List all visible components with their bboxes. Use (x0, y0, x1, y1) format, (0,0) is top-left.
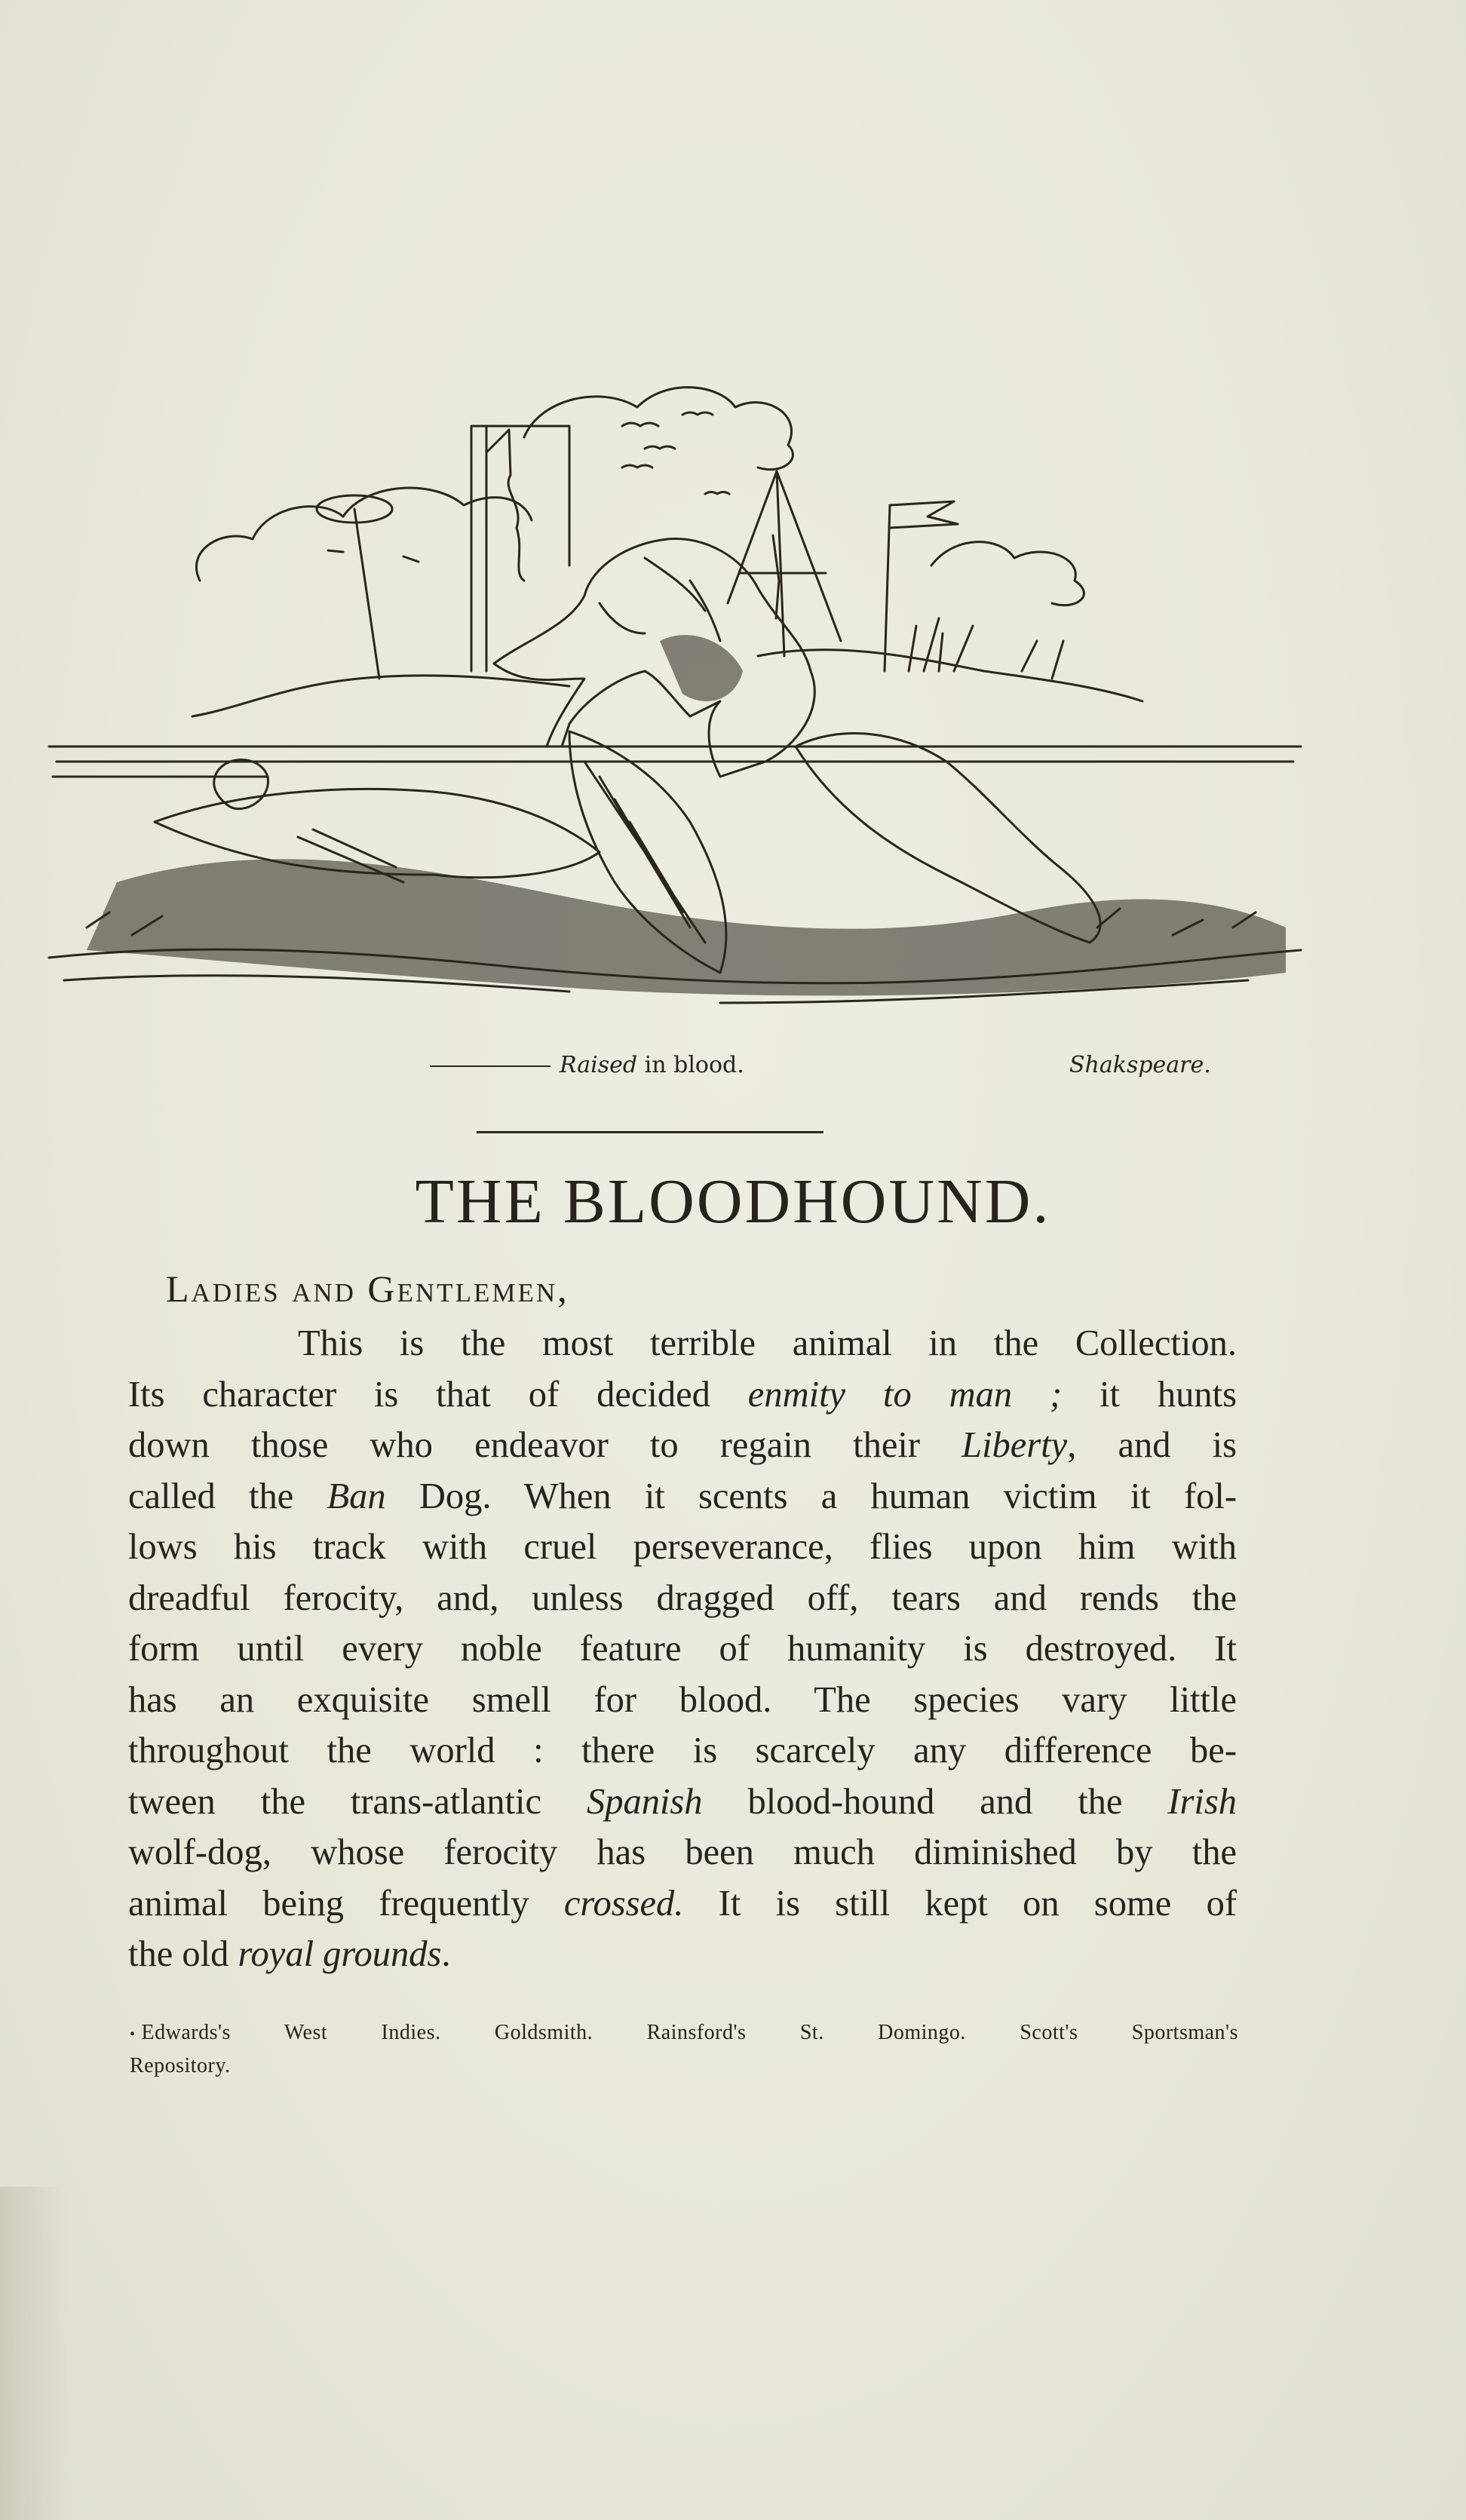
body-line: called the Ban Dog. When it scents a human victim it fol- (128, 1476, 1238, 1516)
footnote-line: • Edwards's West Indies. Goldsmith. Rainsford's St. Domingo. Scott's Sportsman's (130, 2021, 1238, 2044)
body-line: form until every noble feature of humanity is destroyed. It (128, 1629, 1237, 1669)
horizon (49, 746, 1301, 777)
body-line: throughout the world : there is scarcely any difference be- (128, 1731, 1237, 1770)
body-line: Its character is that of decided enmity to man ; it hunts (128, 1374, 1237, 1415)
illustration-caption-quote (430, 1052, 744, 1078)
flag-pole (885, 505, 890, 671)
body-paragraph (128, 1318, 1237, 1980)
body-line: tween the trans-atlantic Spanish blood-hound and the Irish (128, 1781, 1237, 1822)
title-rule (477, 1131, 823, 1133)
footnote-marker: • (130, 2025, 136, 2043)
skull (214, 760, 268, 809)
body-line: dreadful ferocity, and, unless dragged off, tears and rends the (128, 1577, 1237, 1618)
body-line: lows his track with cruel perseverance, flies upon him with (128, 1527, 1237, 1567)
illustration-bloodhound-scene (41, 354, 1308, 1033)
footnote-line: Repository. (130, 2053, 231, 2077)
cloud-top (524, 388, 793, 470)
illustration-caption-attribution: Shakspeare. (1069, 1052, 1211, 1078)
caption-dash (430, 1065, 551, 1067)
salutation: Ladies and Gentlemen, (166, 1268, 569, 1310)
footnote (130, 2017, 1238, 2082)
caption-quote-rest: in blood. (637, 1052, 744, 1078)
page-edge-shadow (0, 2187, 68, 2520)
body-line: down those who endeavor to regain their Liberty, and is (128, 1425, 1237, 1465)
page-title: THE BLOODHOUND. (415, 1166, 1051, 1237)
body-line: This is the most terrible animal in the Collection. (298, 1323, 1237, 1363)
tripod (728, 471, 841, 656)
body-line: animal being frequently crossed. It is still kept on some of (128, 1883, 1237, 1924)
cloud-right (931, 542, 1084, 605)
body-line: the old royal grounds. (128, 1934, 451, 1974)
caption-italic-word: Raised (560, 1052, 638, 1078)
bloodhound (494, 538, 814, 777)
body-line: has an exquisite smell for blood. The species vary little (128, 1679, 1237, 1720)
body-line: wolf-dog, whose ferocity has been much diminished by the (128, 1832, 1237, 1872)
